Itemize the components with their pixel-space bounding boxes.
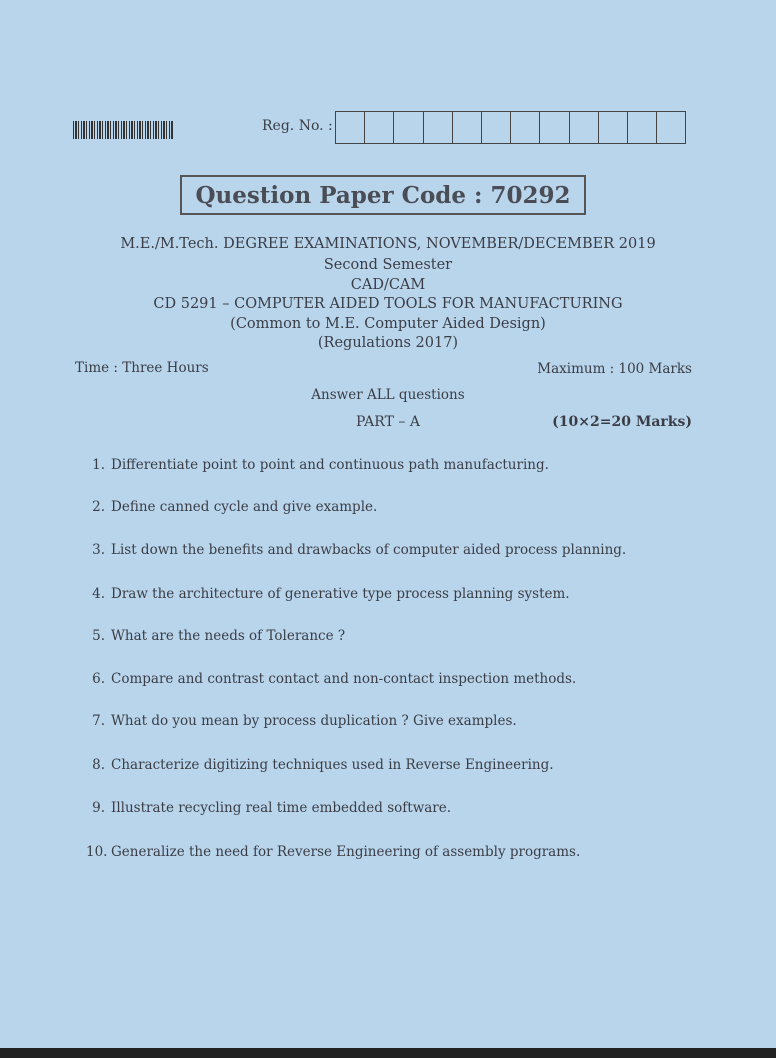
common-note: (Common to M.E. Computer Aided Design) [230, 316, 546, 332]
part-heading: PART – A [356, 414, 420, 430]
part-marks: (10×2=20 Marks) [552, 414, 692, 430]
question-item: 9. Illustrate recycling real time embedded software. [92, 800, 452, 816]
question-item: 10. Generalize the need for Reverse Engineering of assembly programs. [86, 844, 581, 860]
barcode [73, 121, 173, 139]
question-item: 1. Differentiate point to point and continuous path manufacturing. [92, 457, 549, 473]
scan-edge [0, 1048, 776, 1058]
question-item: 7. What do you mean by process duplication ? Give examples. [92, 713, 517, 729]
question-item: 4. Draw the architecture of generative type process planning system. [92, 586, 570, 602]
instruction: Answer ALL questions [311, 387, 465, 403]
time: Time : Three Hours [75, 360, 209, 376]
question-paper-code: Question Paper Code : 70292 [180, 175, 586, 215]
semester: Second Semester [323, 257, 453, 273]
regulations: (Regulations 2017) [317, 335, 459, 351]
reg-no-label: Reg. No. : [262, 118, 333, 134]
question-item: 5. What are the needs of Tolerance ? [92, 628, 346, 644]
exam-title: M.E./M.Tech. DEGREE EXAMINATIONS, NOVEMBER/DECEMBER 2019 [120, 236, 656, 252]
subject: CD 5291 – COMPUTER AIDED TOOLS FOR MANUFACTURING [153, 296, 623, 312]
reg-no-boxes [335, 111, 686, 144]
question-item: 8. Characterize digitizing techniques used in Reverse Engineering. [92, 757, 554, 773]
question-item: 2. Define canned cycle and give example. [92, 499, 378, 515]
question-item: 6. Compare and contrast contact and non-contact inspection methods. [92, 671, 577, 687]
branch: CAD/CAM [350, 277, 426, 293]
max-marks: Maximum : 100 Marks [537, 361, 692, 377]
question-item: 3. List down the benefits and drawbacks of computer aided process planning. [92, 542, 627, 558]
